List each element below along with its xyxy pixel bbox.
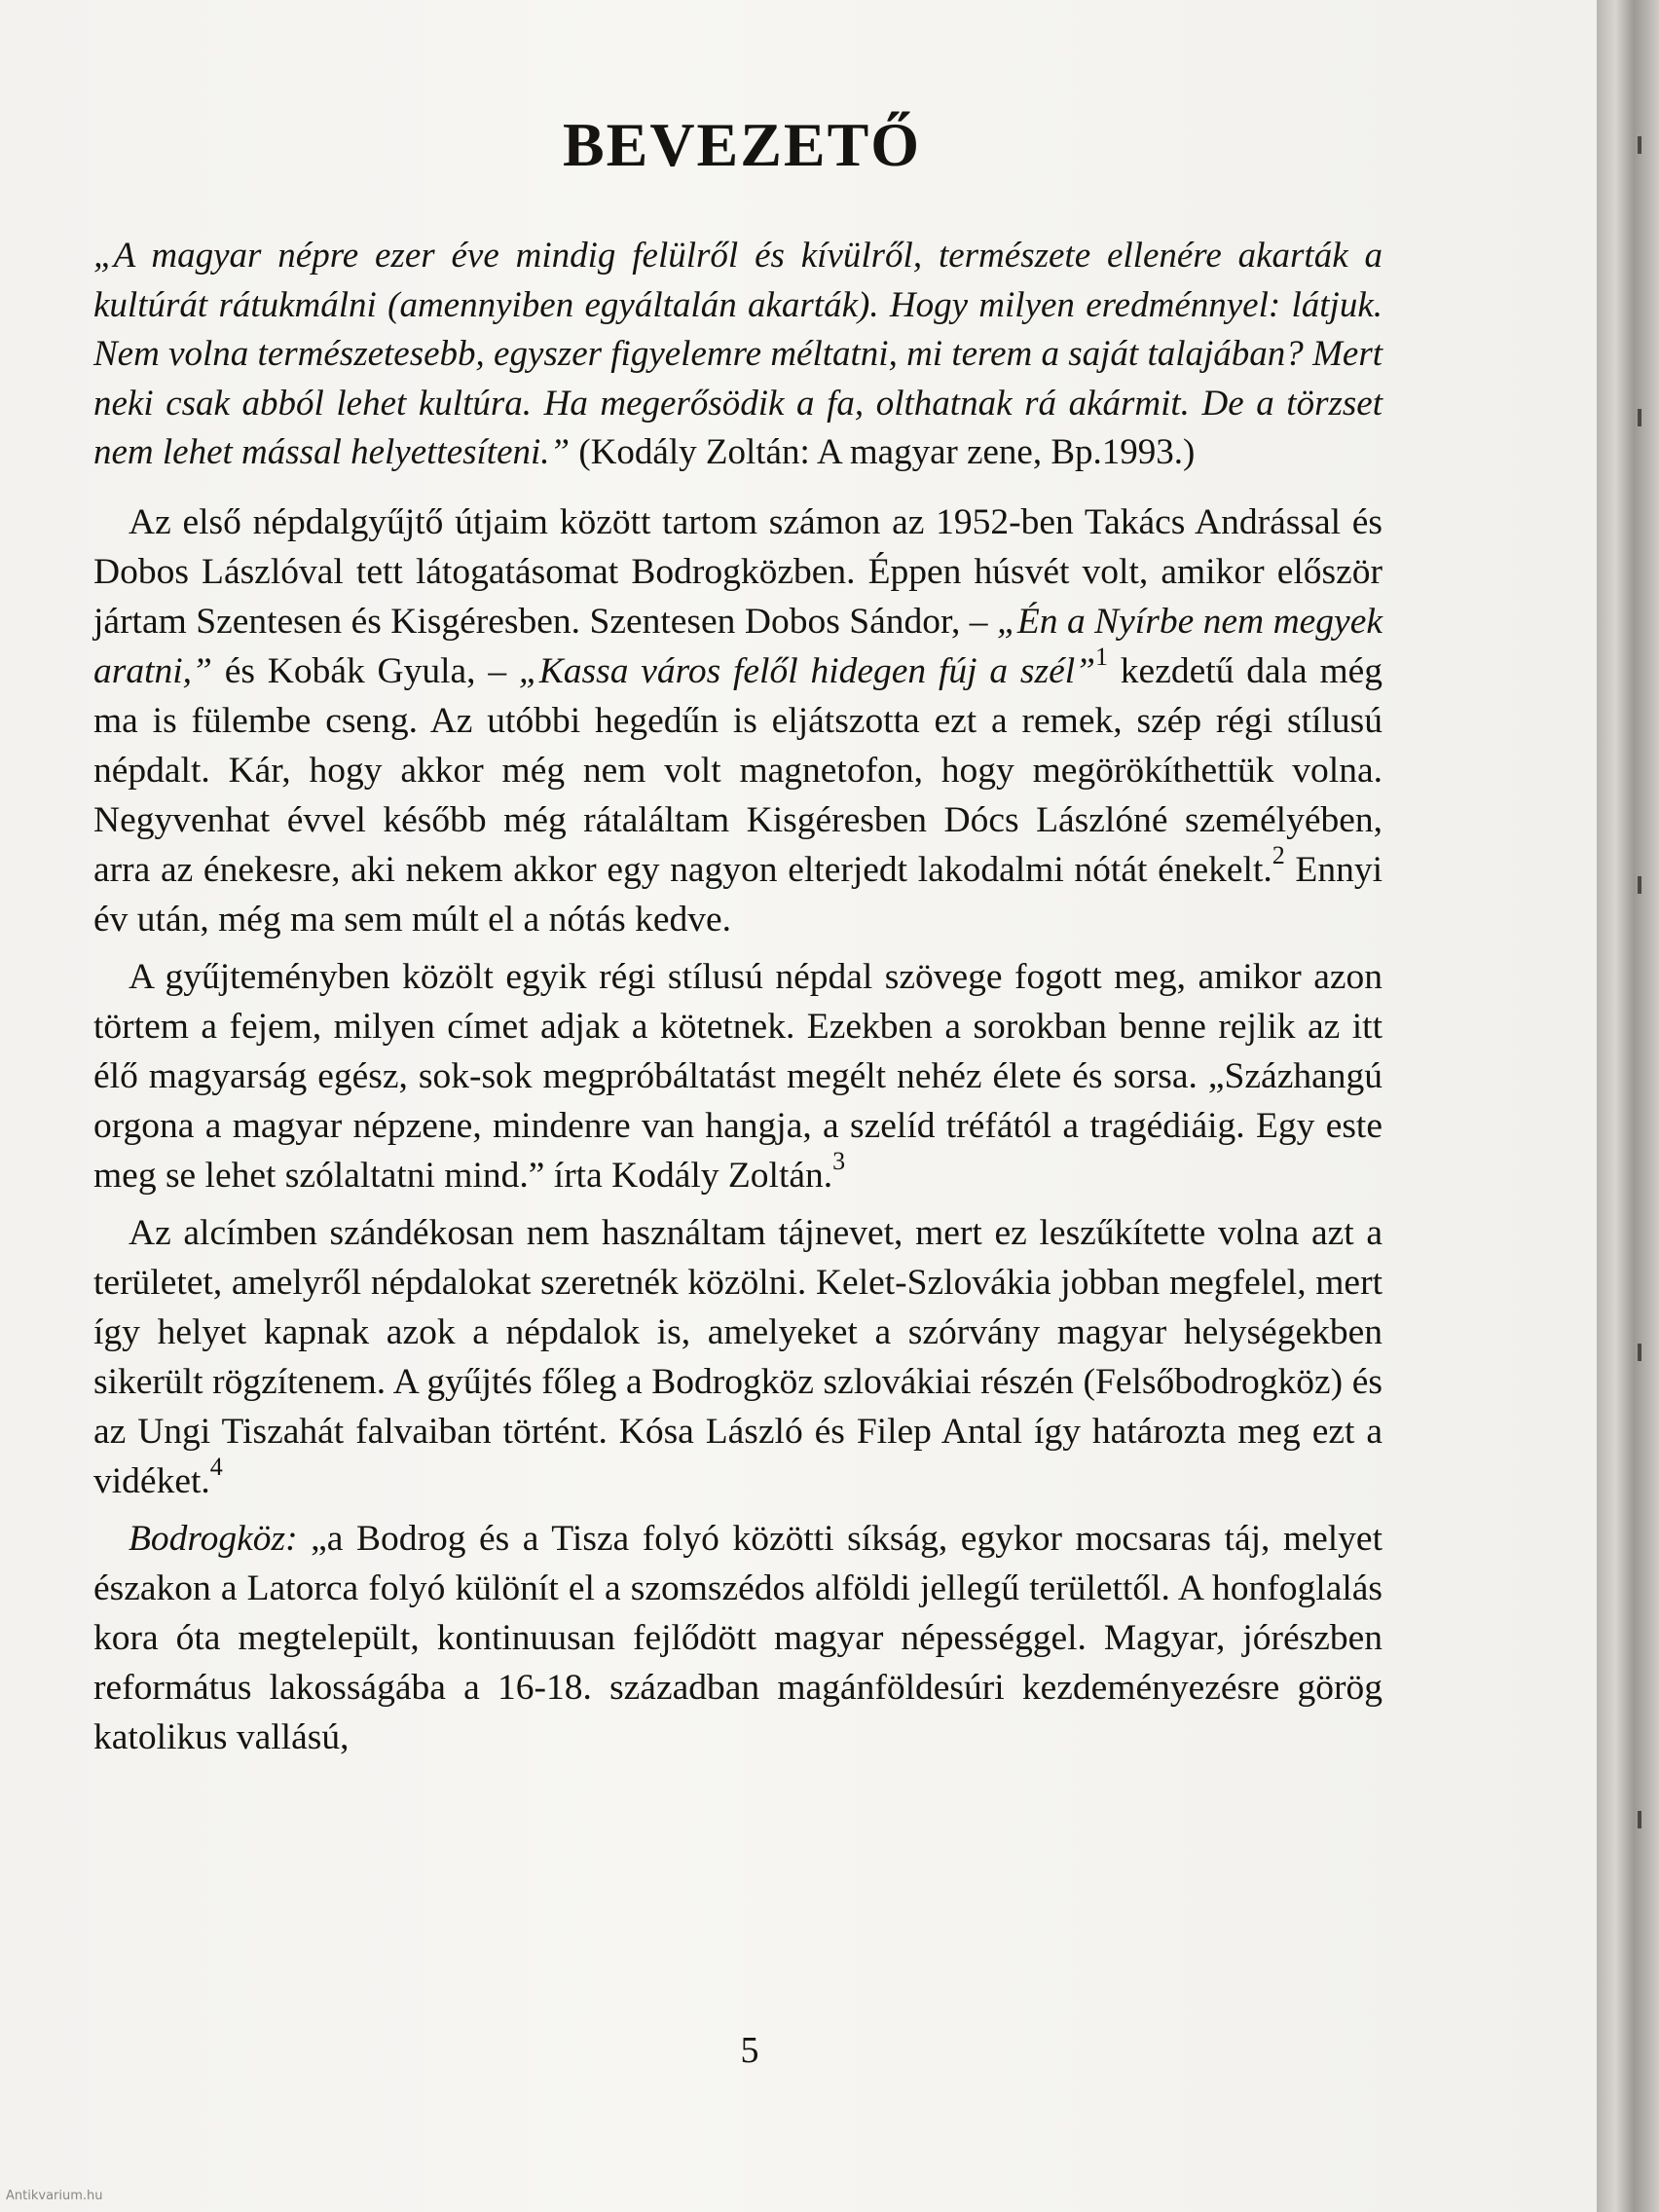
paragraph-2 xyxy=(93,952,1382,1200)
edge-mark xyxy=(1638,1811,1641,1828)
song-title-1: „Én a Nyírbe nem megyek aratni,” xyxy=(93,601,1382,691)
quote-source: (Kodály Zoltán: A magyar zene, Bp.1993.) xyxy=(570,432,1196,472)
footnote-ref-3: 3 xyxy=(832,1146,846,1175)
footnote-ref-2: 2 xyxy=(1272,840,1285,869)
paragraph-4 xyxy=(93,1514,1382,1762)
page-number: 5 xyxy=(740,2030,759,2071)
epigraph-quote xyxy=(93,232,1382,478)
paragraph-1-text: Az első népdalgyűjtő útjaim között tartom számon az 1952-ben Takács Andrással és Dobos Lászlóval tett látogatásomat Bodrogközben. Éppen húsvét volt, amikor először jártam Szentesen és Kisgéresben. Szentesen Dobos Sándor, – xyxy=(93,501,1382,642)
edge-mark xyxy=(1638,1344,1641,1361)
edge-mark xyxy=(1638,136,1641,154)
footnote-ref-4: 4 xyxy=(209,1452,223,1481)
edge-mark xyxy=(1638,409,1641,426)
paragraph-1-text: kezdetű dala még ma is fülembe cseng. Az utóbbi hegedűn is eljátszotta ezt a remek, szép régi stílusú népdalt. Kár, hogy akkor még nem volt magnetofon, hogy megörökíthettük volna. Negyvenhat évvel később még rátaláltam Kisgéresben Dócs Lászlóné személyében, arra az énekesre, aki nekem akkor egy nagyon elterjedt lakodalmi nótát énekelt. xyxy=(93,650,1383,890)
term-bodrogkoz: Bodrogköz: xyxy=(129,1518,298,1559)
paragraph-1-text: Ennyi év után, még ma sem múlt el a nótás kedve. xyxy=(93,849,1382,940)
paragraph-3 xyxy=(93,1208,1382,1506)
song-title-2: „Kassa város felől hidegen fúj a szél” xyxy=(518,650,1095,691)
page-title: BEVEZETŐ xyxy=(562,110,922,179)
watermark: Antikvarium.hu xyxy=(6,2189,103,2203)
quote-text: „A magyar népre ezer éve mindig felülről és kívülről, természete ellenére akarták a kultúrát rátukmálni (amennyiben egyáltalán akarták). Hogy milyen eredménnyel: látjuk. Nem volna természetesebb, egyszer figyelemre méltatni, mi terem a saját talajában? Mert neki csak abból lehet kultúra. Ha megerősödik a fa, olthatnak rá akármit. De a törzset nem lehet mással helyettesíteni.” xyxy=(93,236,1382,472)
paragraph-4-text: „a Bodrog és a Tisza folyó közötti síkság, egykor mocsaras táj, melyet északon a Latorca folyó különít el a szomszédos alföldi jellegű területtől. A honfoglalás kora óta megtelepült, kontinuusan fejlődött magyar népességgel. Magyar, jórészben református lakosságába a 16-18. században magánföldesúri kezdeményezésre görög katolikus vallású, xyxy=(93,1518,1382,1757)
paragraph-2-text: A gyűjteményben közölt egyik régi stílusú népdal szövege fogott meg, amikor azon törtem a fejem, milyen címet adjak a kötetnek. Ezekben a sorokban benne rejlik az itt élő magyarság egész, sok-sok megpróbáltatást megélt nehéz élete és sorsa. „Százhangú orgona a magyar népzene, mindenre van hangja, a szelíd tréfától a tragédiáig. Egy este meg se lehet szólaltatni mind.” írta Kodály Zoltán. xyxy=(93,956,1382,1196)
page-edge xyxy=(1597,0,1659,2212)
edge-mark xyxy=(1638,876,1641,894)
paragraph-1-text: és Kobák Gyula, – xyxy=(211,650,519,691)
paragraph-1 xyxy=(93,498,1382,944)
paragraph-3-text: Az alcímben szándékosan nem használtam tájnevet, mert ez leszűkítette volna azt a területet, amelyről népdalokat szeretnék közölni. Kelet-Szlovákia jobban megfelel, mert így helyet kapnak azok a népdalok is, amelyeket a szórvány magyar helységekben sikerült rögzítenem. A gyűjtés főleg a Bodrogköz szlovákiai részén (Felsőbodrogköz) és az Ungi Tiszahát falvaiban történt. Kósa László és Filep Antal így határozta meg ezt a vidéket. xyxy=(93,1212,1382,1501)
page-content xyxy=(93,109,1382,1770)
footnote-ref-1: 1 xyxy=(1095,642,1108,671)
